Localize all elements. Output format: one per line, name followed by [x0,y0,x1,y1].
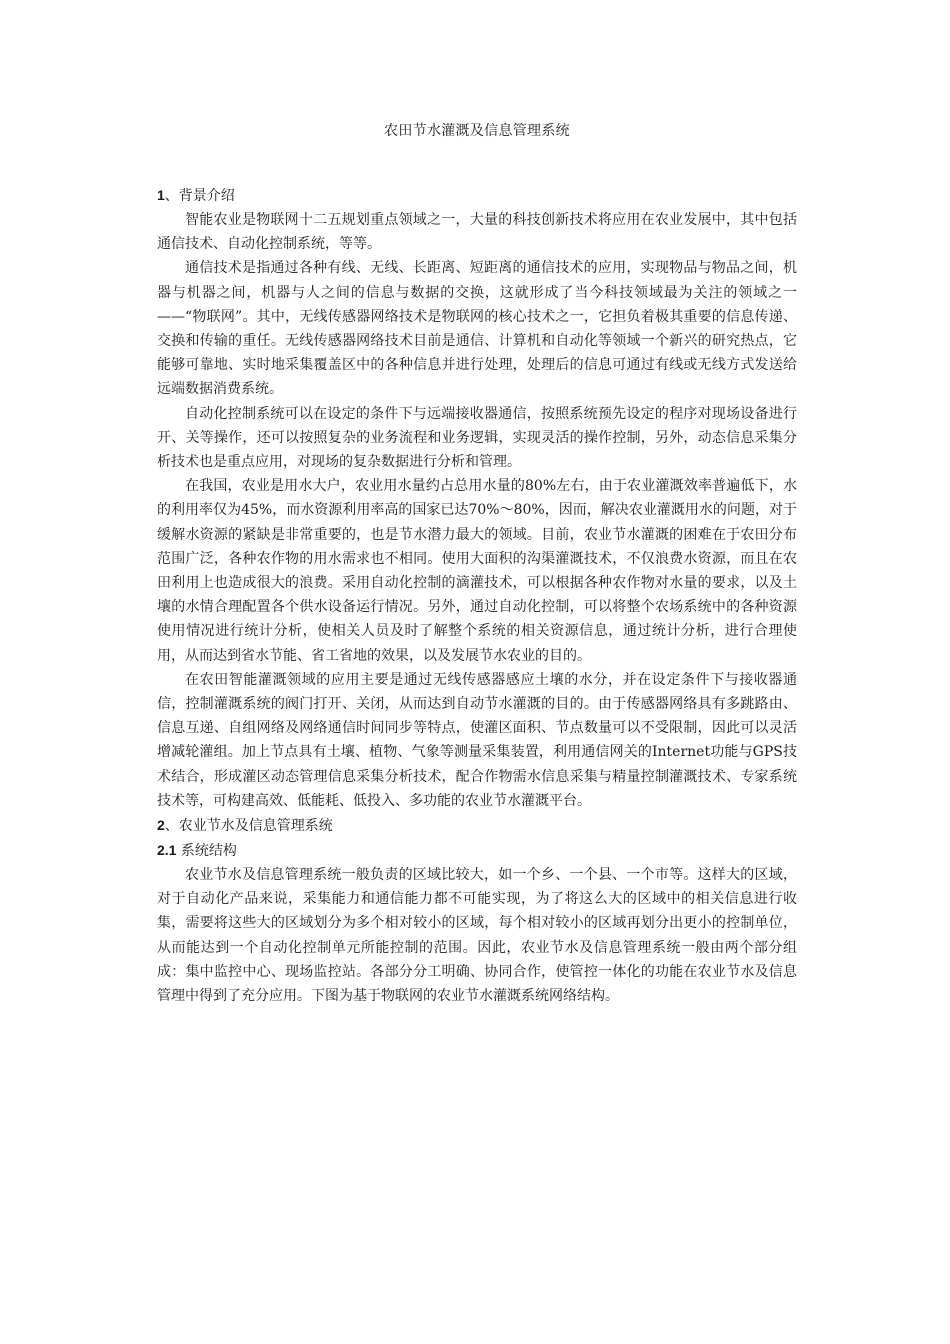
section-number: 1 [157,187,165,203]
section-2-heading [157,813,797,838]
paragraph: 在农田智能灌溉领域的应用主要是通过无线传感器感应土壤的水分，并在设定条件下与接收器通信，控制灌溉系统的阀门打开、关闭，从而达到自动节水灌溉的目的。由于传感器网络具有多跳路由、信息互递、自组网络及网络通信时间同步等特点，使灌区面积、节点数量可以不受限制，因此可以灵活增减轮灌组。加上节点具有土壤、植物、气象等测量采集装置，利用通信网关的Internet功能与GPS技术结合，形成灌区动态管理信息采集分析技术，配合作物需水信息采集与精量控制灌溉技术、专家系统技术等，可构建高效、低能耗、低投入、多功能的农业节水灌溉平台。 [157,671,797,809]
paragraph: 在我国，农业是用水大户，农业用水量约占总用水量的80%左右，由于农业灌溉效率普遍低下，水的利用率仅为45%，而水资源利用率高的国家已达70%～80%，因而，解决农业灌溉用水的问题，对于缓解水资源的紧缺是非常重要的，也是节水潜力最大的领域。目前，农业节水灌溉的困难在于农田分布范围广泛，各种农作物的用水需求也不相同。使用大面积的沟渠灌溉技术，不仅浪费水资源，而且在农田利用上也造成很大的浪费。采用自动化控制的滴灌技术，可以根据各种农作物对水量的要求，以及土壤的水情合理配置各个供水设备运行情况。另外，通过自动化控制，可以将整个农场系统中的各种资源使用情况进行统计分析，使相关人员及时了解整个系统的相关资源信息，通过统计分析，进行合理使用，从而达到省水节能、省工省地的效果，以及发展节水农业的目的。 [157,478,797,664]
paragraph: 通信技术是指通过各种有线、无线、长距离、短距离的通信技术的应用，实现物品与物品之间，机器与机器之间，机器与人之间的信息与数据的交换，这就形成了当今科技领域最为关注的领域之一——“物联网”。其中，无线传感器网络技术是物联网的核心技术之一，它担负着极其重要的信息传递、交换和传输的重任。无线传感器网络技术目前是通信、计算机和自动化等领域一个新兴的研究热点，它能够可靠地、实时地采集覆盖区中的各种信息并进行处理，处理后的信息可通过有线或无线方式发送给远端数据消费系统。 [157,260,797,398]
document-title: 农田节水灌溉及信息管理系统 [384,123,570,139]
subsection-2-1-heading [157,838,797,863]
section-number: 2 [157,817,165,834]
section-title: 、农业节水及信息管理系统 [164,818,333,835]
document-body [157,183,797,1008]
paragraph: 自动化控制系统可以在设定的条件下与远端接收器通信，按照系统预先设定的程序对现场设备进行开、关等操作，还可以按照复杂的业务流程和业务逻辑，实现灵活的操作控制，另外，动态信息采集分析技术也是重点应用，对现场的复杂数据进行分析和管理。 [157,405,797,471]
subsection-title: 系统结构 [176,843,237,860]
paragraph: 智能农业是物联网十二五规划重点领域之一，大量的科技创新技术将应用在农业发展中，其中包括通信技术、自动化控制系统，等等。 [157,212,797,253]
section-1-heading [157,183,797,208]
subsection-number: 2.1 [157,842,177,859]
section-title: 、背景介绍 [164,188,235,204]
paragraph: 农业节水及信息管理系统一般负责的区域比较大，如一个乡、一个县、一个市等。这样大的区域，对于自动化产品来说，采集能力和通信能力都不可能实现，为了将这么大的区域中的相关信息进行收集，需要将这些大的区域划分为多个相对较小的区域，每个相对较小的区域再划分出更小的控制单位，从而能达到一个自动化控制单元所能控制的范围。因此，农业节水及信息管理系统一般由两个部分组成：集中监控中心、现场监控站。各部分分工明确、协同合作，使管控一体化的功能在农业节水及信息管理中得到了充分应用。下图为基于物联网的农业节水灌溉系统网络结构。 [157,867,797,1005]
